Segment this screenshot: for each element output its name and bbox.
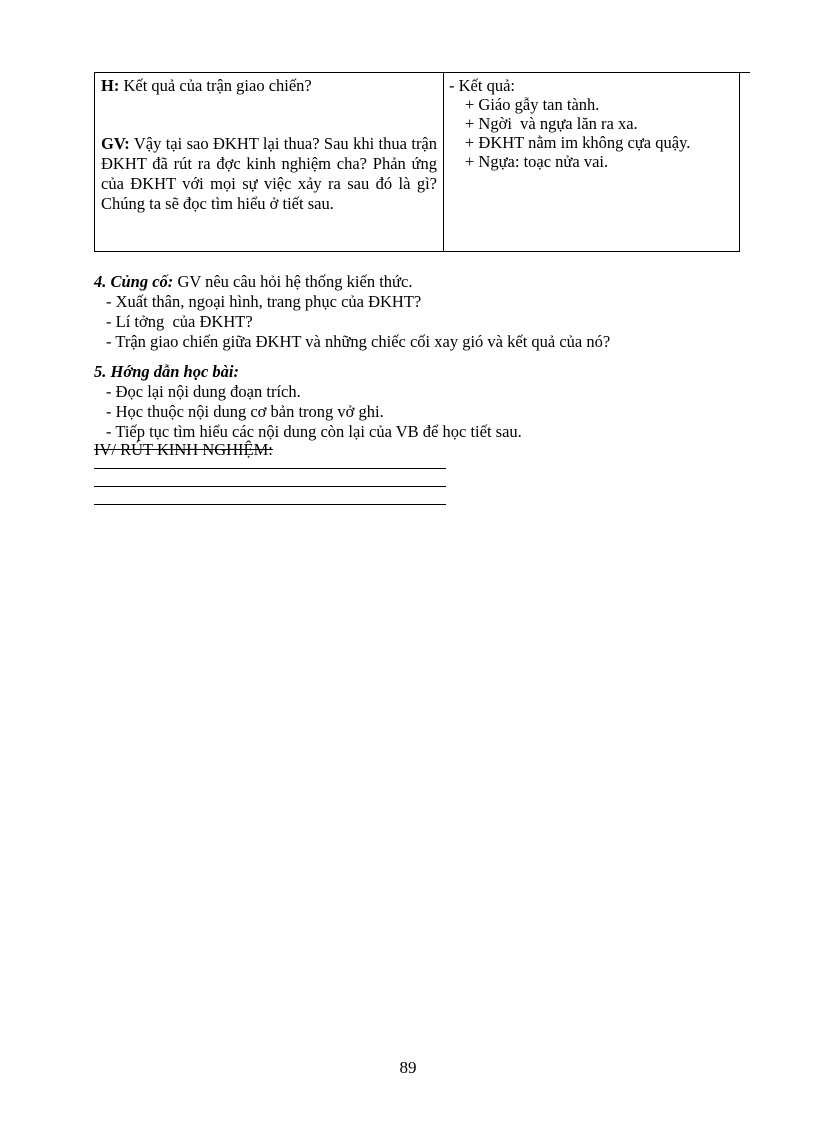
page-number: 89 <box>399 1058 417 1077</box>
list-item: - Xuất thân, ngoại hình, trang phục của ĐKHT? <box>106 292 422 311</box>
question-line <box>101 76 437 96</box>
teacher-paragraph <box>101 134 437 214</box>
section-consolidation <box>94 272 734 352</box>
list-item: - Lí tởng của ĐKHT? <box>106 312 253 331</box>
list-item: - Tiếp tục tìm hiểu các nội dung còn lại của VB để học tiết sau. <box>106 422 522 441</box>
list-item: - Học thuộc nội dung cơ bản trong vở ghi. <box>106 402 384 421</box>
section-heading-line <box>94 272 734 292</box>
list-item: - Trận giao chiến giữa ĐKHT và những chiếc cối xay gió và kết quả của nó? <box>106 332 611 351</box>
section-heading: 5. Hớng dẫn học bài: <box>94 362 239 381</box>
experience-title: IV/ RÚT KINH NGHIỆM: <box>94 440 273 459</box>
table-right-border <box>739 72 740 251</box>
answer-heading: - Kết quả: <box>449 76 515 95</box>
answer-item: + ĐKHT nằm im không cựa quậy. <box>465 133 691 152</box>
teacher-column-cell <box>101 76 437 214</box>
teacher-text: Vậy tại sao ĐKHT lại thua? Sau khi thua trận ĐKHT đã rút ra đợc kinh nghiệm cha? Phản ứng của ĐKHT với mọi sự việc xảy ra sau đó là gì? Chúng ta sẽ đọc tìm hiểu ở tiết sau. <box>101 134 438 213</box>
section-heading: 4. Củng cố: <box>94 272 174 291</box>
column-divider <box>443 72 444 251</box>
section-experience <box>94 440 734 460</box>
section-heading-line <box>94 362 734 382</box>
list-item: - Đọc lại nội dung đoạn trích. <box>106 382 301 401</box>
question-text: Kết quả của trận giao chiến? <box>123 76 312 95</box>
answer-item: + Ngựa: toạc nửa vai. <box>465 152 609 171</box>
question-label: H: <box>101 76 120 95</box>
blank-writing-line <box>94 468 446 469</box>
section-intro: GV nêu câu hỏi hệ thống kiến thức. <box>177 272 413 291</box>
answer-item: + Giáo gẫy tan tành. <box>465 95 600 114</box>
answer-item: + Ngời và ngựa lăn ra xa. <box>465 114 638 133</box>
lesson-table <box>94 72 740 252</box>
experience-blank-lines <box>94 468 446 505</box>
answer-column-cell <box>449 76 729 171</box>
blank-writing-line <box>94 486 446 487</box>
section-study-guide <box>94 362 734 442</box>
teacher-label: GV: <box>101 134 130 153</box>
blank-writing-line <box>94 504 446 505</box>
